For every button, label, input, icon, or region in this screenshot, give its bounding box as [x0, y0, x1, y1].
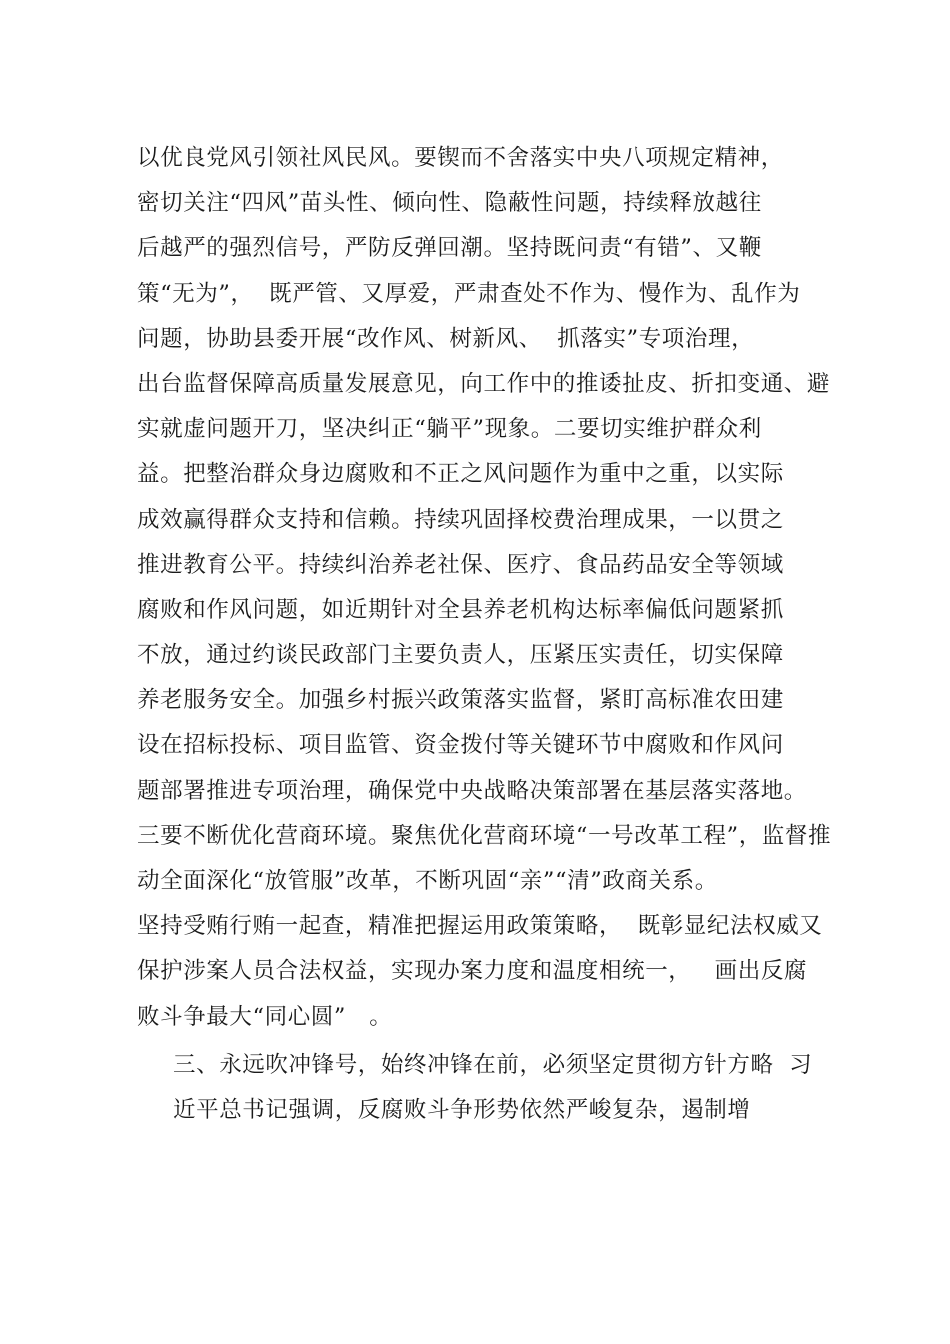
document-body [137, 136, 837, 1133]
section-heading: 三、永远吹冲锋号，始终冲锋在前，必须坚定贯彻方针方略 习 [173, 1051, 813, 1078]
body-line: 设在招标投标、项目监管、资金拨付等关键环节中腐败和作风问 [137, 732, 784, 759]
body-line: 密切关注“四风”苗头性、倾向性、隐蔽性问题，持续释放越往 [137, 190, 762, 217]
body-line: 腐败和作风问题，如近期针对全县养老机构达标率偏低问题紧抓 [137, 596, 784, 623]
body-line: 问题，协助县委开展“改作风、树新风、 抓落实”专项治理， [137, 325, 755, 352]
body-line: 益。把整治群众身边腐败和不正之风问题作为重中之重，以实际 [137, 461, 784, 488]
body-line: 题部署推进专项治理，确保党中央战略决策部署在基层落实落地。 [137, 777, 807, 804]
body-line: 动全面深化“放管服”改革，不断巩固“亲”“清”政商关系。 [137, 868, 718, 894]
body-line: 坚持受贿行贿一起查，精准把握运用政策策略， 既彰显纪法权威又 [137, 913, 823, 940]
body-line: 推进教育公平。持续纠治养老社保、医疗、食品药品安全等领域 [137, 551, 784, 578]
body-line: 败斗争最大“同心圆” 。 [137, 1003, 393, 1030]
body-line: 实就虚问题开刀，坚决纠正“躺平”现象。二要切实维护群众利 [137, 416, 762, 443]
body-line: 三要不断优化营商环境。聚焦优化营商环境“一号改革工程”，监督推 [137, 822, 832, 849]
body-line: 以优良党风引领社风民风。要锲而不舍落实中央八项规定精神， [137, 145, 784, 171]
body-line: 出台监督保障高质量发展意见，向工作中的推诿扯皮、折扣变通、避 [137, 370, 831, 397]
body-line: 保护涉案人员合法权益，实现办案力度和温度相统一， 画出反腐 [137, 958, 808, 985]
section-heading-continuation: 近平总书记强调，反腐败斗争形势依然严峻复杂，遏制增 [173, 1096, 751, 1123]
body-line: 后越严的强烈信号，严防反弹回潮。坚持既问责“有错”、又鞭 [137, 235, 762, 262]
body-line: 养老服务安全。加强乡村振兴政策落实监督，紧盯高标准农田建 [137, 687, 784, 714]
body-line: 不放，通过约谈民政部门主要负责人，压紧压实责任，切实保障 [137, 642, 784, 669]
body-line: 成效赢得群众支持和信赖。持续巩固择校费治理成果，一以贯之 [137, 506, 784, 533]
body-line: 策“无为”， 既严管、又厚爱，严肃查处不作为、慢作为、乱作为 [137, 280, 801, 307]
